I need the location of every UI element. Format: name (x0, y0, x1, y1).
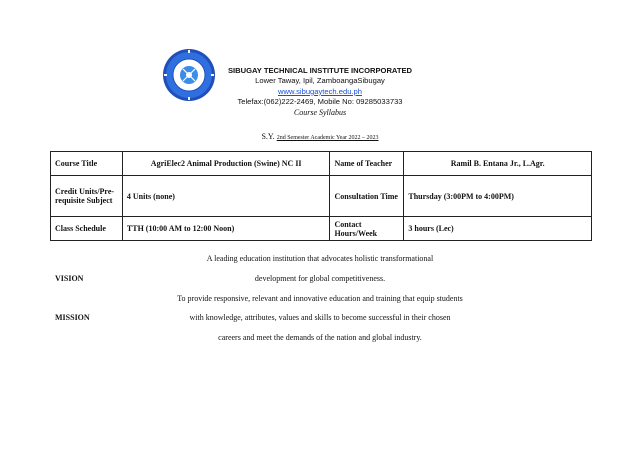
table-row (51, 176, 592, 217)
course-info-table (50, 151, 592, 241)
institute-address: Lower Taway, Ipil, ZamboangaSibugay (255, 76, 385, 86)
teacher-label: Name of Teacher (330, 152, 404, 176)
vision-label: VISION (55, 274, 84, 283)
mission-line-2: with knowledge, attributes, values and skills to become successful in their chosen (189, 313, 451, 322)
mission-label: MISSION (55, 313, 90, 322)
class-schedule-label: Class Schedule (51, 217, 123, 241)
website-link[interactable]: www.sibugaytech.edu.ph (277, 86, 362, 96)
institute-seal-logo (162, 48, 216, 102)
mission-line-3: careers and meet the demands of the nation and global industry. (218, 333, 422, 342)
consultation-label: Consultation Time (330, 176, 404, 217)
table-row (51, 217, 592, 241)
institute-header (222, 66, 418, 118)
school-year-detail: 2nd Semester Academic Year 2022 – 2023 (276, 135, 379, 141)
contact-hours-value: 3 hours (Lec) (404, 217, 592, 241)
credit-units-value: 4 Units (none) (122, 176, 330, 217)
course-title-value: AgriElec2 Animal Production (Swine) NC II (122, 152, 330, 176)
document-type: Course Syllabus (293, 107, 347, 117)
vision-line-1: A leading education institution that advocates holistic transformational (206, 254, 434, 263)
course-title-label: Course Title (51, 152, 123, 176)
contact-numbers: Telefax:(062)222-2469, Mobile No: 09285033733 (237, 97, 403, 107)
credit-units-label: Credit Units/Pre-requisite Subject (51, 176, 123, 217)
consultation-value: Thursday (3:00PM to 4:00PM) (404, 176, 592, 217)
teacher-value: Ramil B. Entana Jr., L.Agr. (404, 152, 592, 176)
institute-name: SIBUGAY TECHNICAL INSTITUTE INCORPORATED (227, 66, 413, 75)
contact-hours-label: Contact Hours/Week (330, 217, 404, 241)
class-schedule-value: TTH (10:00 AM to 12:00 Noon) (122, 217, 330, 241)
vision-line-2: development for global competitiveness. (254, 274, 386, 283)
table-row (51, 152, 592, 176)
school-year (0, 132, 640, 141)
school-year-prefix: S.Y. (261, 132, 275, 141)
mission-line-1: To provide responsive, relevant and innovative education and training that equip students (177, 294, 463, 303)
